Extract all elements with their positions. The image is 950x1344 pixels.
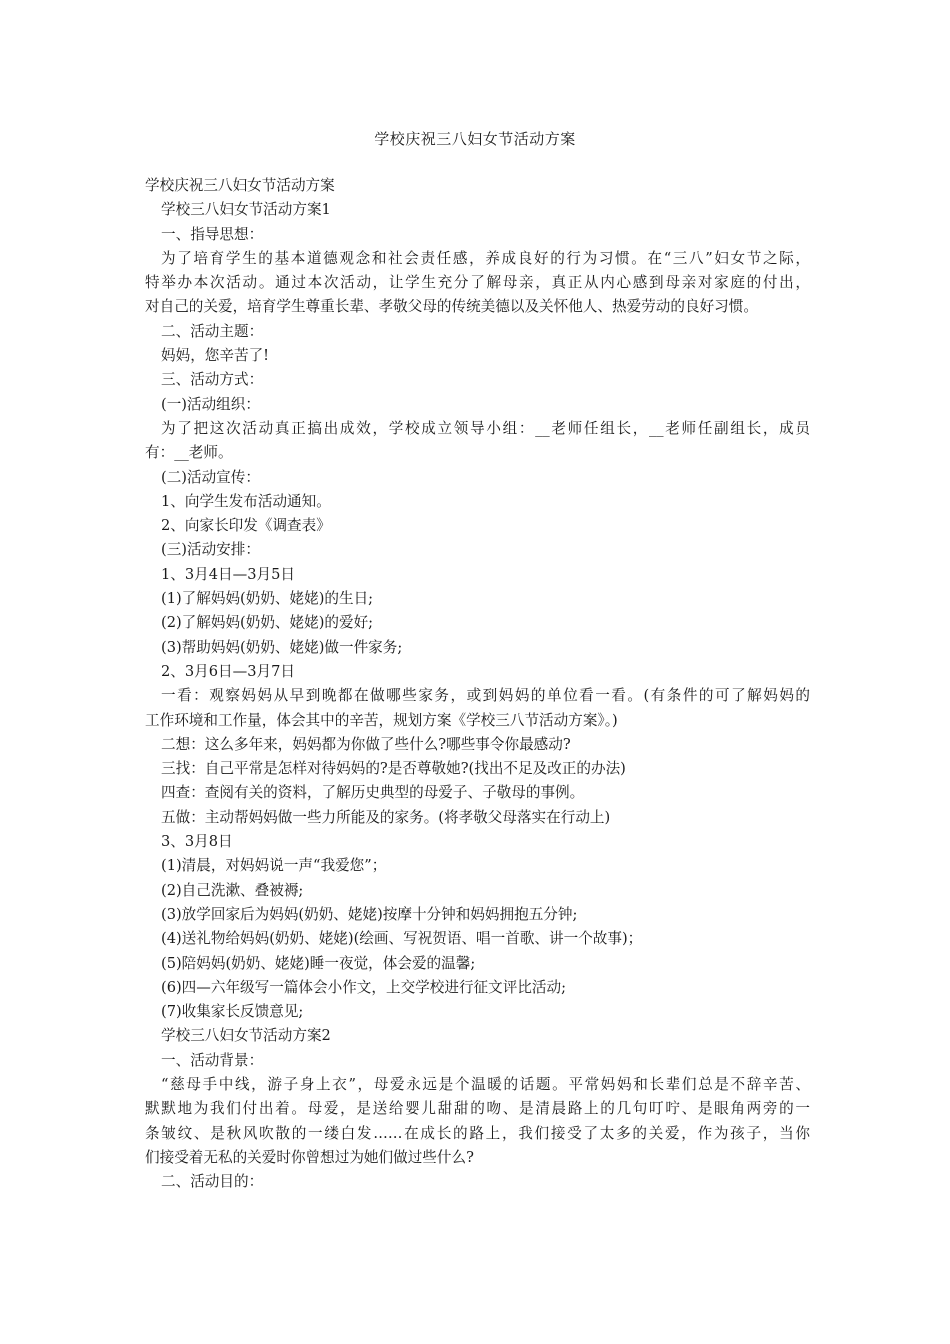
paragraph-line: 为了把这次活动真正搞出成效，学校成立领导小组：__老师任组长，__老师任副组长，成员 bbox=[161, 419, 810, 437]
paragraph-line: 条皱纹、是秋风吹散的一缕白发……在成长的路上，我们接受了太多的关爱，作为孩子，当你 bbox=[145, 1124, 810, 1142]
list-item: 1、向学生发布活动通知。 bbox=[161, 492, 331, 510]
paragraph-line: 们接受着无私的关爱时你曾想过为她们做过些什么? bbox=[145, 1148, 474, 1166]
paragraph-line: 工作环境和工作量，体会其中的辛苦，规划方案《学校三八节活动方案》。) bbox=[145, 711, 618, 729]
list-item: 3、3月8日 bbox=[161, 833, 233, 851]
section-heading: 学校三八妇女节活动方案2 bbox=[161, 1027, 331, 1045]
list-item: (3)帮助妈妈(奶奶、姥姥)做一件家务; bbox=[161, 638, 403, 656]
paragraph-line: 妈妈，您辛苦了! bbox=[161, 347, 270, 365]
paragraph-line: 四查：查阅有关的资料，了解历史典型的母爱子、子敬母的事例。 bbox=[161, 784, 585, 802]
subheading: 一、指导思想： bbox=[161, 225, 264, 243]
subheading: (三)活动安排： bbox=[161, 541, 260, 559]
section-heading: 学校三八妇女节活动方案1 bbox=[161, 201, 331, 219]
body-heading: 学校庆祝三八妇女节活动方案 bbox=[145, 177, 335, 194]
list-item: (1)清晨，对妈妈说一声“我爱您”； bbox=[161, 857, 387, 875]
subheading: 三、活动方式： bbox=[161, 371, 264, 389]
list-item: (2)了解妈妈(奶奶、姥姥)的爱好; bbox=[161, 614, 374, 632]
subheading: 二、活动主题： bbox=[161, 322, 264, 340]
list-item: (5)陪妈妈(奶奶、姥姥)睡一夜觉，体会爱的温馨; bbox=[161, 954, 476, 972]
paragraph-line: 有：__老师。 bbox=[145, 444, 233, 462]
paragraph-line: 默默地为我们付出着。母爱，是送给婴儿甜甜的吻、是清晨路上的几句叮咛、是眼角两旁的一 bbox=[145, 1100, 810, 1118]
document-title: 学校庆祝三八妇女节活动方案 bbox=[374, 130, 576, 148]
list-item: 2、3月6日—3月7日 bbox=[161, 662, 295, 680]
paragraph-line: “慈母手中线，游子身上衣”，母爱永远是个温暖的话题。平常妈妈和长辈们总是不辞辛苦、 bbox=[161, 1075, 810, 1093]
subheading: (一)活动组织： bbox=[161, 395, 260, 413]
paragraph-line: 对自己的关爱，培育学生尊重长辈、孝敬父母的传统美德以及关怀他人、热爱劳动的良好习惯。 bbox=[145, 298, 758, 316]
list-item: (3)放学回家后为妈妈(奶奶、姥姥)按摩十分钟和妈妈拥抱五分钟; bbox=[161, 905, 578, 923]
list-item: (4)送礼物给妈妈(奶奶、姥姥)(绘画、写祝贺语、唱一首歌、讲一个故事)； bbox=[161, 930, 643, 948]
list-item: (7)收集家长反馈意见; bbox=[161, 1003, 304, 1021]
paragraph-line: 五做：主动帮妈妈做一些力所能及的家务。(将孝敬父母落实在行动上) bbox=[161, 808, 611, 826]
paragraph-line: 特举办本次活动。通过本次活动，让学生充分了解母亲，真正从内心感到母亲对家庭的付出， bbox=[145, 274, 810, 292]
list-item: 2、向家长印发《调查表》 bbox=[161, 517, 331, 535]
list-item: 1、3月4日—3月5日 bbox=[161, 565, 295, 583]
paragraph-line: 二想：这么多年来，妈妈都为你做了些什么?哪些事令你最感动? bbox=[161, 735, 571, 753]
document-body bbox=[145, 174, 810, 1194]
paragraph-line: 为了培育学生的基本道德观念和社会责任感，养成良好的行为习惯。在“三八”妇女节之际， bbox=[161, 249, 810, 267]
list-item: (1)了解妈妈(奶奶、姥姥)的生日; bbox=[161, 590, 374, 608]
paragraph-line: 一看：观察妈妈从早到晚都在做哪些家务，或到妈妈的单位看一看。(有条件的可了解妈妈的 bbox=[161, 687, 810, 705]
list-item: (6)四—六年级写一篇体会小作文，上交学校进行征文评比活动; bbox=[161, 978, 567, 996]
subheading: (二)活动宣传： bbox=[161, 468, 260, 486]
subheading: 二、活动目的： bbox=[161, 1173, 264, 1191]
list-item: (2)自己洗漱、叠被褥; bbox=[161, 881, 304, 899]
subheading: 一、活动背景： bbox=[161, 1051, 264, 1069]
paragraph-line: 三找：自己平常是怎样对待妈妈的?是否尊敬她?(找出不足及改正的办法) bbox=[161, 760, 626, 778]
